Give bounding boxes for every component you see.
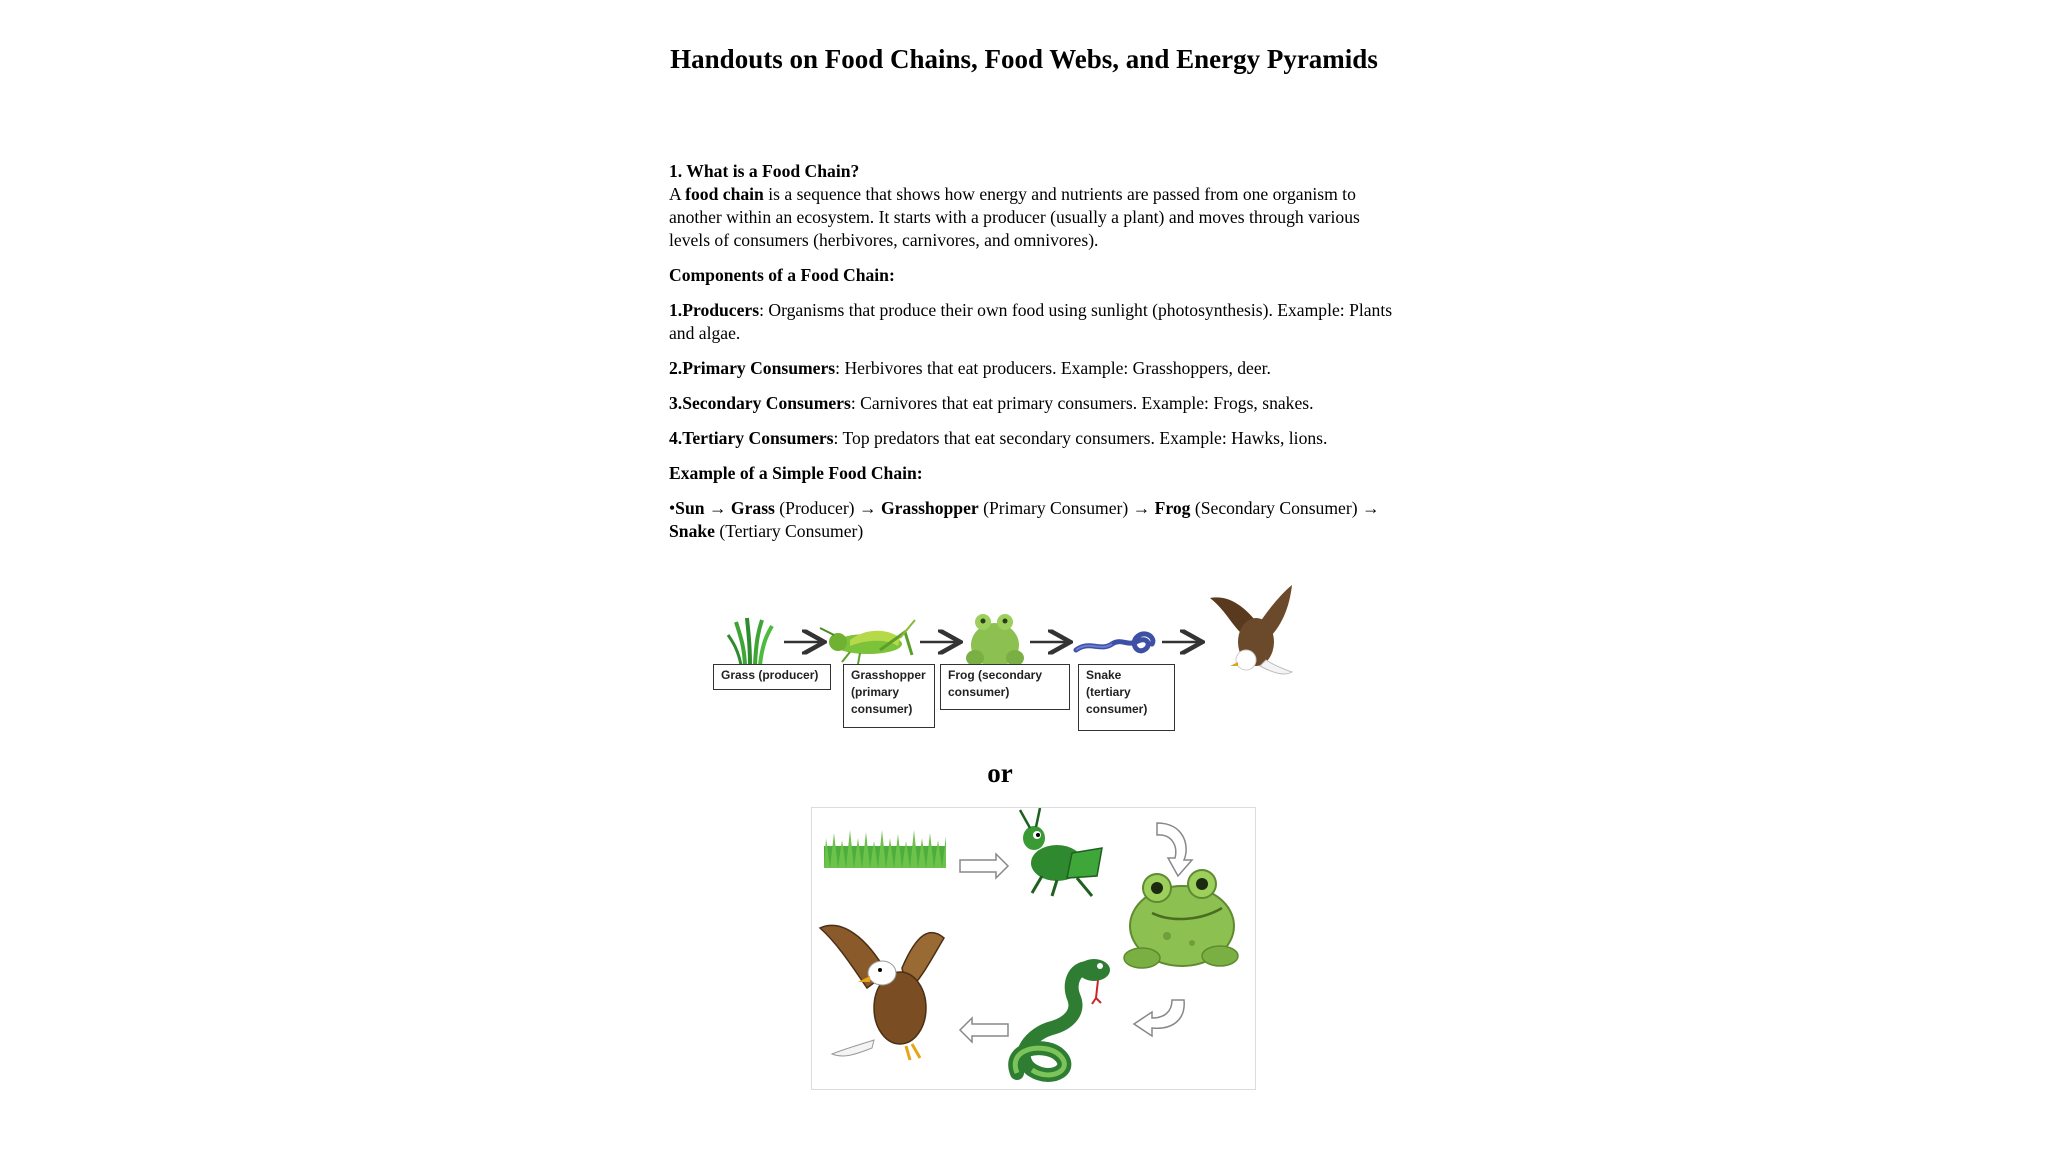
frog-icon <box>966 614 1024 667</box>
or-label: or <box>987 758 1013 788</box>
label-frog: Frog (secondary consumer) <box>940 664 1070 710</box>
chain-sun: Sun <box>675 498 705 518</box>
component-number: 3. <box>669 393 683 413</box>
arrow-icon <box>1134 1000 1184 1036</box>
chain-role: (Primary Consumer) <box>978 498 1129 518</box>
section-heading: 1. What is a Food Chain? <box>669 161 860 181</box>
intro-term: food chain <box>685 184 764 204</box>
section-what-is-food-chain <box>669 160 1399 543</box>
label-grass: Grass (producer) <box>713 664 831 690</box>
frog-icon <box>1124 870 1238 968</box>
chain-role: (Tertiary Consumer) <box>714 521 864 541</box>
arrow: → <box>704 498 731 518</box>
example-heading: Example of a Simple Food Chain: <box>669 463 923 483</box>
arrow: → <box>854 498 881 518</box>
arrow-icon <box>960 854 1008 878</box>
component-term: Producers <box>682 300 760 320</box>
chain-grasshopper: Grasshopper <box>880 498 979 518</box>
component-desc: : Herbivores that eat producers. Example: Grasshoppers, deer. <box>835 358 1271 378</box>
example-food-chain <box>669 497 1399 543</box>
component-number: 2. <box>669 358 683 378</box>
food-chain-linear-art <box>700 580 1320 735</box>
eagle-icon <box>820 925 944 1060</box>
intro-paragraph <box>669 183 1399 252</box>
component-desc: : Organisms that produce their own food using sunlight (photosynthesis). Example: Plants and algae. <box>669 300 1393 343</box>
intro-post: is a sequence that shows how energy and nutrients are passed from one organism to another within an ecosystem. It starts with a producer (usually a plant) and moves through various levels of consumers (herbivores, carnivores, and omnivores). <box>669 184 1360 250</box>
arrow-icon <box>1157 823 1192 876</box>
chain-role: (Producer) <box>774 498 855 518</box>
snake-icon <box>1015 959 1110 1075</box>
grasshopper-icon <box>1020 808 1102 896</box>
label-grasshopper: Grasshopper (primary consumer) <box>843 664 935 728</box>
component-term: Primary Consumers <box>682 358 836 378</box>
component-term: Tertiary Consumers <box>682 428 834 448</box>
component-term: Secondary Consumers <box>682 393 851 413</box>
snake-icon <box>1076 634 1153 651</box>
arrow-icon <box>960 1018 1008 1042</box>
grass-icon <box>824 830 946 868</box>
component-producers <box>669 299 1399 345</box>
label-snake: Snake (tertiary consumer) <box>1078 664 1175 731</box>
chain-role: (Secondary Consumer) <box>1190 498 1358 518</box>
intro-pre: A <box>669 184 686 204</box>
chain-grass: Grass <box>730 498 775 518</box>
chain-frog: Frog <box>1154 498 1191 518</box>
grasshopper-icon <box>820 620 915 664</box>
component-tertiary-consumers <box>669 427 1399 450</box>
bullet: • <box>669 498 676 518</box>
arrow: → <box>1357 498 1380 518</box>
component-desc: : Carnivores that eat primary consumers. Example: Frogs, snakes. <box>850 393 1314 413</box>
food-chain-diagram-circular <box>811 807 1256 1090</box>
component-secondary-consumers <box>669 392 1399 415</box>
component-desc: : Top predators that eat secondary consumers. Example: Hawks, lions. <box>833 428 1328 448</box>
eagle-icon <box>1210 585 1292 674</box>
component-number: 1. <box>669 300 683 320</box>
component-primary-consumers <box>669 357 1399 380</box>
grass-icon <box>728 618 772 665</box>
food-chain-diagram-linear <box>700 580 1320 735</box>
component-number: 4. <box>669 428 683 448</box>
document-title: Handouts on Food Chains, Food Webs, and Energy Pyramids <box>670 44 1378 74</box>
components-heading: Components of a Food Chain: <box>669 265 895 285</box>
arrow: → <box>1128 498 1155 518</box>
food-chain-circular-art <box>812 808 1257 1091</box>
chain-snake: Snake <box>669 521 715 541</box>
